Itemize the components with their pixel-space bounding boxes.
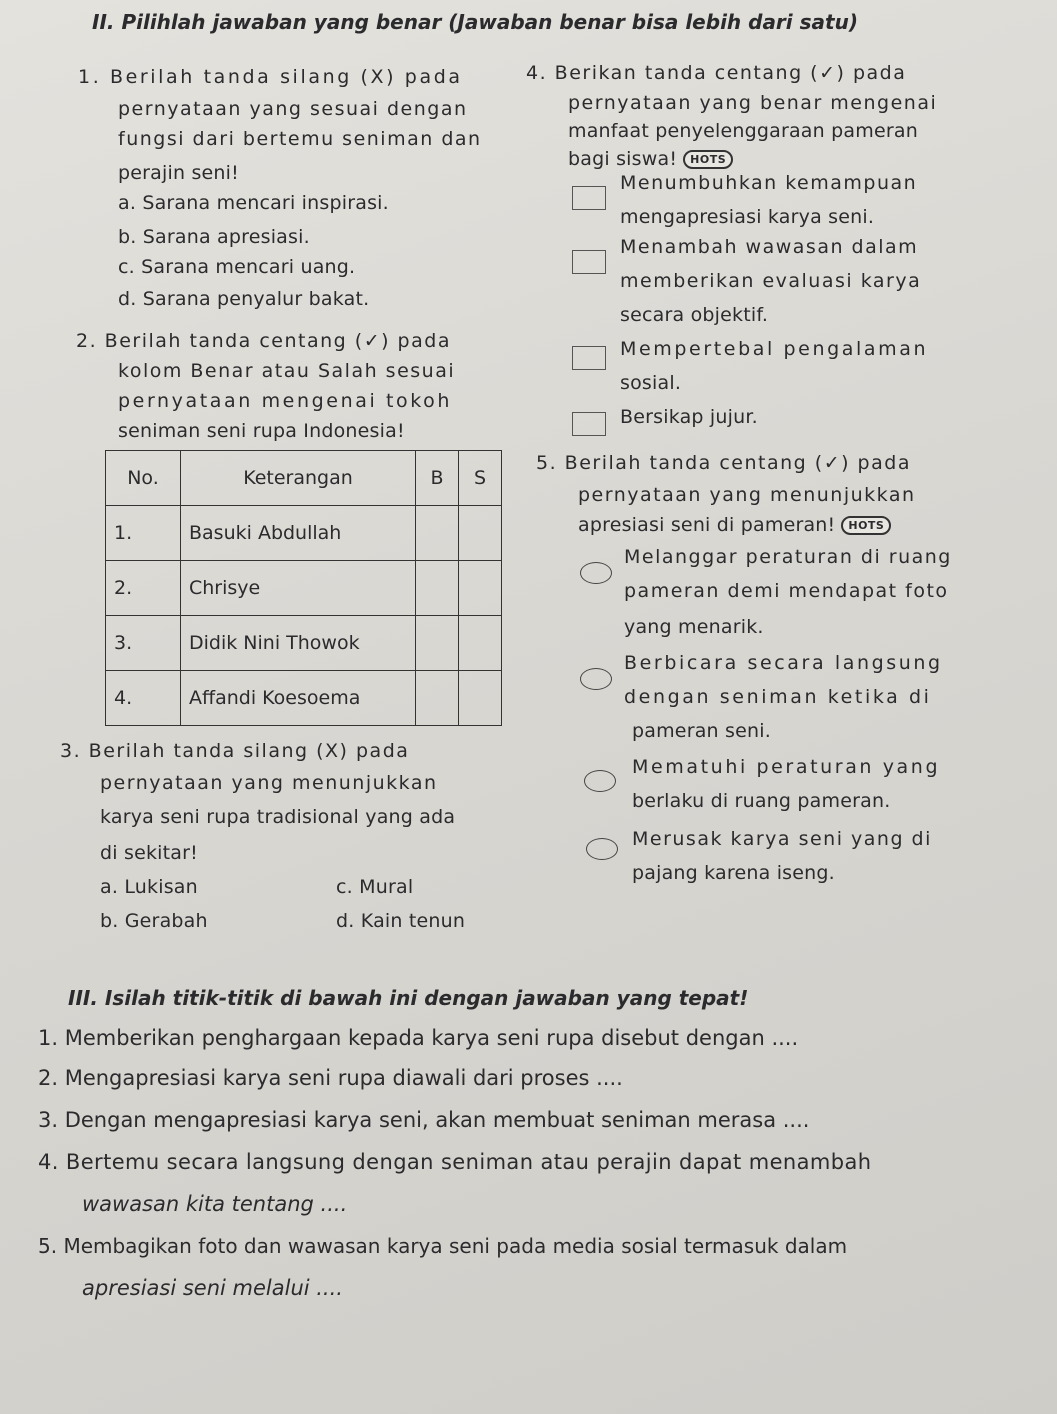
cell-salah[interactable] (459, 561, 502, 616)
cell-benar[interactable] (416, 616, 459, 671)
cell-salah[interactable] (459, 506, 502, 561)
q4-option: sosial. (620, 372, 682, 394)
q1-option[interactable]: d. Sarana penyalur bakat. (118, 288, 370, 310)
q5-line: pernyataan yang menunjukkan (578, 484, 916, 506)
q5-radio[interactable] (580, 562, 612, 584)
header-salah: S (459, 451, 502, 506)
q3-option[interactable]: b. Gerabah (100, 910, 208, 932)
q4-option: Menambah wawasan dalam (620, 236, 919, 258)
q1-line: 1. Berilah tanda silang (X) pada (78, 66, 463, 88)
q3-option[interactable]: d. Kain tenun (336, 910, 466, 932)
cell-benar[interactable] (416, 671, 459, 726)
q4-line: manfaat penyelenggaraan pameran (568, 120, 918, 142)
q5-radio[interactable] (580, 668, 612, 690)
q5-radio[interactable] (586, 838, 618, 860)
q2-line: seniman seni rupa Indonesia! (118, 420, 405, 442)
table-header-row (106, 451, 502, 506)
q1-option[interactable]: b. Sarana apresiasi. (118, 226, 310, 248)
header-no: No. (106, 451, 181, 506)
q1-line: perajin seni! (118, 162, 239, 184)
q1-option[interactable]: a. Sarana mencari inspirasi. (118, 192, 389, 214)
cell-salah[interactable] (459, 671, 502, 726)
q4-checkbox[interactable] (572, 412, 606, 436)
q1-line: fungsi dari bertemu seniman dan (118, 128, 482, 150)
fill-item: apresiasi seni melalui .... (82, 1276, 343, 1300)
q3-line: pernyataan yang menunjukkan (100, 772, 438, 794)
header-benar: B (416, 451, 459, 506)
fill-item: 1. Memberikan penghargaan kepada karya seni rupa disebut dengan .... (38, 1026, 799, 1050)
q4-checkbox[interactable] (572, 346, 606, 370)
row-keterangan: Affandi Koesoema (181, 671, 416, 726)
artist-table (105, 450, 502, 726)
row-no: 4. (106, 671, 181, 726)
row-keterangan: Basuki Abdullah (181, 506, 416, 561)
q5-option: yang menarik. (624, 616, 764, 638)
q5-option: pajang karena iseng. (632, 862, 835, 884)
q4-line (568, 148, 733, 170)
q5-option: Merusak karya seni yang di (632, 828, 932, 850)
q4-option: mengapresiasi karya seni. (620, 206, 875, 228)
q3-option[interactable]: a. Lukisan (100, 876, 198, 898)
row-no: 3. (106, 616, 181, 671)
q2-line: kolom Benar atau Salah sesuai (118, 360, 456, 382)
table-row (106, 616, 502, 671)
table-row (106, 561, 502, 616)
q4-line: 4. Berikan tanda centang (✓) pada (526, 62, 907, 84)
q5-option: berlaku di ruang pameran. (632, 790, 891, 812)
header-keterangan: Keterangan (181, 451, 416, 506)
q3-line: di sekitar! (100, 842, 198, 864)
q1-option[interactable]: c. Sarana mencari uang. (118, 256, 356, 278)
cell-salah[interactable] (459, 616, 502, 671)
q5-option: Berbicara secara langsung (624, 652, 943, 674)
section-3-title: III. Isilah titik-titik di bawah ini dengan jawaban yang tepat! (68, 986, 749, 1010)
fill-item: 4. Bertemu secara langsung dengan seniman atau perajin dapat menambah (38, 1150, 872, 1174)
q5-radio[interactable] (584, 770, 616, 792)
q3-line: 3. Berilah tanda silang (X) pada (60, 740, 410, 762)
section-2-title: II. Pilihlah jawaban yang benar (Jawaban benar bisa lebih dari satu) (92, 10, 858, 34)
cell-benar[interactable] (416, 561, 459, 616)
q5-option: dengan seniman ketika di (624, 686, 932, 708)
fill-item: 2. Mengapresiasi karya seni rupa diawali dari proses .... (38, 1066, 623, 1090)
table-row (106, 506, 502, 561)
q4-option: Menumbuhkan kemampuan (620, 172, 918, 194)
q4-option: secara objektif. (620, 304, 769, 326)
q5-option: pameran seni. (632, 720, 771, 742)
row-keterangan: Didik Nini Thowok (181, 616, 416, 671)
hots-badge: HOTS (841, 516, 891, 535)
q5-line-text: apresiasi seni di pameran! (578, 514, 836, 536)
q5-line: 5. Berilah tanda centang (✓) pada (536, 452, 911, 474)
cell-benar[interactable] (416, 506, 459, 561)
q1-line: pernyataan yang sesuai dengan (118, 98, 468, 120)
fill-item: wawasan kita tentang .... (82, 1192, 348, 1216)
row-no: 2. (106, 561, 181, 616)
q4-option: memberikan evaluasi karya (620, 270, 922, 292)
fill-item: 5. Membagikan foto dan wawasan karya seni pada media sosial termasuk dalam (38, 1234, 848, 1258)
q3-option[interactable]: c. Mural (336, 876, 414, 898)
hots-badge: HOTS (683, 150, 733, 169)
row-no: 1. (106, 506, 181, 561)
fill-item: 3. Dengan mengapresiasi karya seni, akan membuat seniman merasa .... (38, 1108, 810, 1132)
q4-checkbox[interactable] (572, 250, 606, 274)
table-row (106, 671, 502, 726)
q5-option: Melanggar peraturan di ruang (624, 546, 952, 568)
q2-line: pernyataan mengenai tokoh (118, 390, 453, 412)
q3-line: karya seni rupa tradisional yang ada (100, 806, 456, 828)
q4-checkbox[interactable] (572, 186, 606, 210)
q4-line: pernyataan yang benar mengenai (568, 92, 938, 114)
q5-option: pameran demi mendapat foto (624, 580, 949, 602)
q4-option: Bersikap jujur. (620, 406, 758, 428)
q5-line (578, 514, 891, 536)
q5-option: Mematuhi peraturan yang (632, 756, 941, 778)
q2-line: 2. Berilah tanda centang (✓) pada (76, 330, 451, 352)
q4-option: Mempertebal pengalaman (620, 338, 929, 360)
row-keterangan: Chrisye (181, 561, 416, 616)
q4-line-text: bagi siswa! (568, 148, 678, 170)
